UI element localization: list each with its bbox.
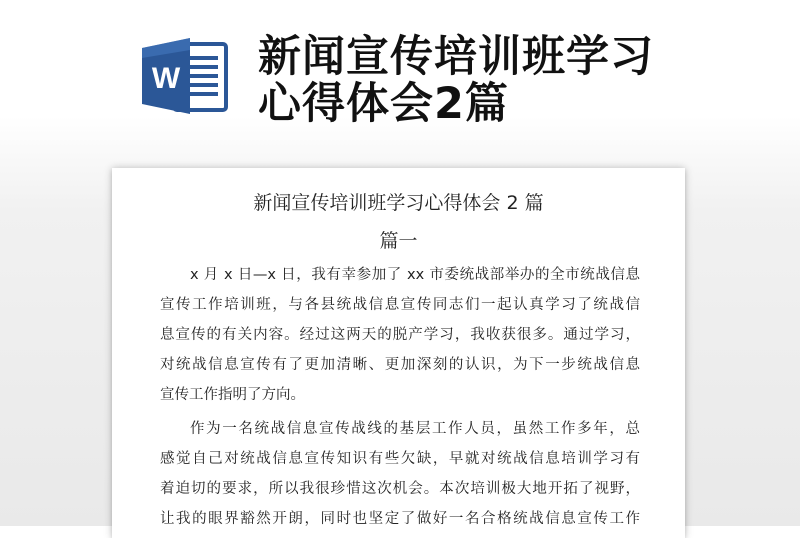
paragraph-line: 对统战信息宣传有了更加清晰、更加深刻的认识，为下一步统战信息 (160, 357, 640, 373)
page-title-line-2: 心得体会2篇 (258, 79, 509, 129)
paragraph-line: 作为一名统战信息宣传战线的基层工作人员，虽然工作多年，总 (190, 421, 640, 437)
word-letter: W (151, 62, 181, 95)
document-title: 新闻宣传培训班学习心得体会 2 篇 (253, 192, 544, 214)
page-title-line-1: 新闻宣传培训班学习 (258, 32, 654, 82)
paragraph-line: 宣传工作指明了方向。 (160, 387, 305, 403)
header (0, 0, 800, 150)
paragraph-line: 宣传工作培训班，与各县统战信息宣传同志们一起认真学习了统战信 (160, 297, 640, 313)
paragraph-line: 让我的眼界豁然开朗，同时也坚定了做好一名合格统战信息宣传工作 (160, 511, 640, 527)
paragraph-line: 着迫切的要求，所以我很珍惜这次机会。本次培训极大地开拓了视野， (160, 481, 640, 497)
paragraph-line: x 月 x 日—x 日，我有幸参加了 xx 市委统战部举办的全市统战信息 (190, 267, 640, 283)
paragraph-line: 感觉自己对统战信息宣传知识有些欠缺，早就对统战信息培训学习有 (160, 451, 640, 467)
paragraph-line: 息宣传的有关内容。经过这两天的脱产学习，我收获很多。通过学习， (160, 327, 640, 343)
document-subtitle: 篇一 (379, 230, 418, 252)
word-document-icon (140, 36, 230, 116)
document-page (112, 168, 685, 538)
